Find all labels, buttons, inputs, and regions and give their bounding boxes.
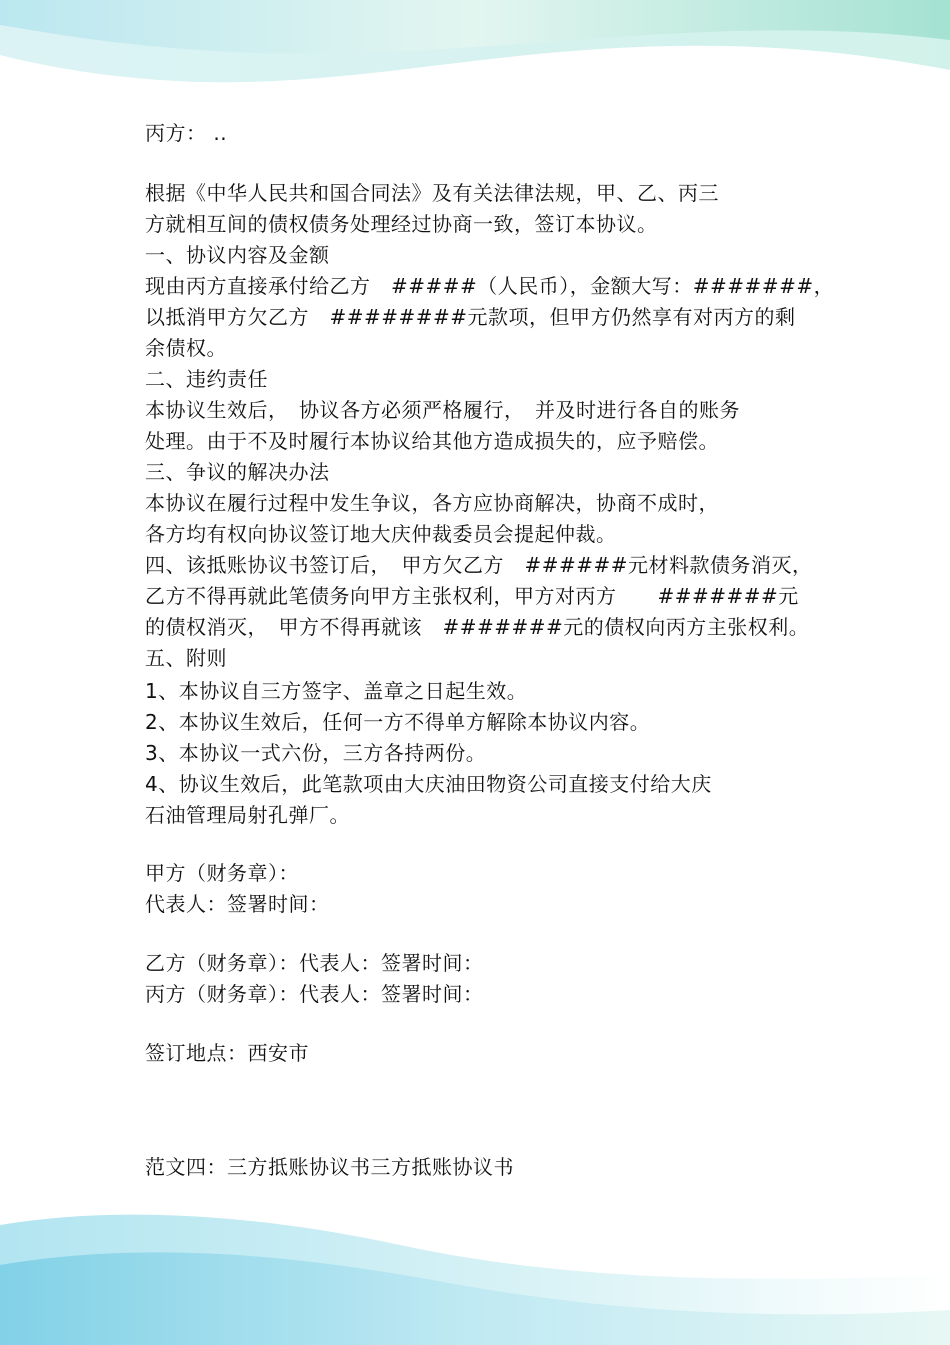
- section-4-line-3: 的债权消灭， 甲方不得再就该 #######元的债权向丙方主张权利。: [145, 615, 810, 639]
- section-1-line-3: 余债权。: [145, 336, 227, 360]
- intro-line-1: 根据《中华人民共和国合同法》及有关法律法规，甲、乙、丙三: [145, 181, 719, 205]
- section-3-line-1: 本协议在履行过程中发生争议，各方应协商解决，协商不成时，: [145, 491, 719, 515]
- signature-party-b: 乙方（财务章）：代表人：签署时间：: [145, 951, 484, 975]
- decorative-wave-bottom: [0, 1185, 950, 1345]
- clause-3: 3、本协议一式六份，三方各持两份。: [145, 741, 487, 765]
- decorative-wave-top: [0, 0, 950, 100]
- clause-4-line-1: 4、协议生效后，此笔款项由大庆油田物资公司直接支付给大庆: [145, 772, 712, 796]
- section-4-line-2: 乙方不得再就此笔债务向甲方主张权利，甲方对丙方 #######元: [145, 584, 799, 608]
- section-heading-5: 五、附则: [145, 646, 227, 670]
- clause-2: 2、本协议生效后，任何一方不得单方解除本协议内容。: [145, 710, 651, 734]
- section-1-line-2: 以抵消甲方欠乙方 ########元款项，但甲方仍然享有对丙方的剩: [145, 305, 796, 329]
- section-2-line-1: 本协议生效后， 协议各方必须严格履行， 并及时进行各自的账务: [145, 398, 740, 422]
- line-party-c: 丙方： ..: [145, 121, 228, 145]
- section-2-line-2: 处理。由于不及时履行本协议给其他方造成损失的，应予赔偿。: [145, 429, 719, 453]
- sample-title: 范文四：三方抵账协议书三方抵账协议书: [145, 1155, 514, 1179]
- section-1-line-1: 现由丙方直接承付给乙方 #####（人民币），金额大写：#######，: [145, 274, 835, 298]
- section-heading-2: 二、违约责任: [145, 367, 268, 391]
- section-4-line-1: 四、该抵账协议书签订后， 甲方欠乙方 ######元材料款债务消灭，: [145, 553, 813, 577]
- section-heading-1: 一、协议内容及金额: [145, 243, 330, 267]
- signature-party-a: 甲方（财务章）：: [145, 861, 299, 885]
- section-3-line-2: 各方均有权向协议签订地大庆仲裁委员会提起仲裁。: [145, 522, 617, 546]
- signature-party-a-rep: 代表人：签署时间：: [145, 892, 330, 916]
- section-heading-3: 三、争议的解决办法: [145, 460, 330, 484]
- clause-4-line-2: 石油管理局射孔弹厂。: [145, 803, 350, 827]
- signature-party-c: 丙方（财务章）：代表人：签署时间：: [145, 982, 484, 1006]
- clause-1: 1、本协议自三方签字、盖章之日起生效。: [145, 679, 528, 703]
- intro-line-2: 方就相互间的债权债务处理经过协商一致，签订本协议。: [145, 212, 658, 236]
- signing-location: 签订地点：西安市: [145, 1041, 309, 1065]
